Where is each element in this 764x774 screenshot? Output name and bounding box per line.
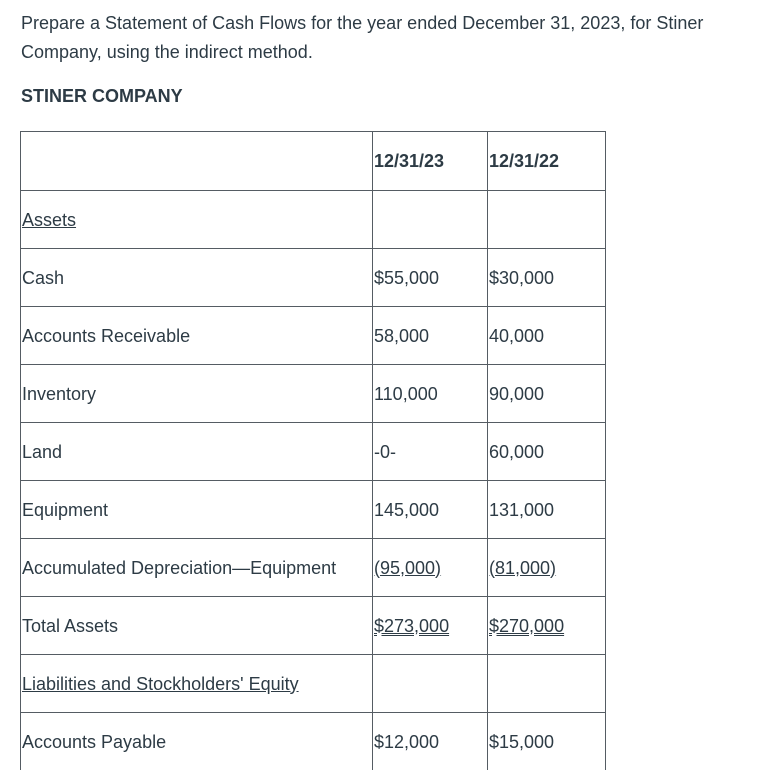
cell-2022	[488, 597, 606, 655]
cell-2023: $55,000	[373, 249, 488, 307]
company-name: STINER COMPANY	[21, 86, 183, 106]
table-row-accumulated-depreciation	[21, 539, 606, 597]
cell-2023	[373, 655, 488, 713]
cell-2022	[488, 191, 606, 249]
cell-2023: -0-	[373, 423, 488, 481]
table-row-accounts-receivable	[21, 307, 606, 365]
cell-2022	[488, 655, 606, 713]
row-label: Equipment	[21, 481, 373, 539]
section-heading-assets: Assets	[21, 191, 373, 249]
header-cell-label	[21, 132, 373, 191]
table-row-liabilities-heading	[21, 655, 606, 713]
table-row-assets-heading	[21, 191, 606, 249]
header-cell-2022: 12/31/22	[488, 132, 606, 191]
cell-2022: $30,000	[488, 249, 606, 307]
cell-2022: 40,000	[488, 307, 606, 365]
double-underlined-value: $273,000	[374, 615, 450, 636]
table-row-total-assets	[21, 597, 606, 655]
table-row-inventory	[21, 365, 606, 423]
double-underlined-value: $270,000	[489, 615, 565, 636]
cell-2022: 131,000	[488, 481, 606, 539]
table-header-row	[21, 132, 606, 191]
cell-2023: 145,000	[373, 481, 488, 539]
table-row-accounts-payable	[21, 713, 606, 771]
row-label: Cash	[21, 249, 373, 307]
underlined-value: (95,000)	[374, 557, 442, 578]
cell-2022: 90,000	[488, 365, 606, 423]
cell-2022: 60,000	[488, 423, 606, 481]
cell-2023: $12,000	[373, 713, 488, 771]
balance-sheet-table	[20, 131, 606, 770]
row-label: Accounts Payable	[21, 713, 373, 771]
instructions-text: Prepare a Statement of Cash Flows for the year ended December 31, 2023, for Stiner Company, using the indirect method.	[21, 13, 704, 62]
cell-2023	[373, 539, 488, 597]
table-row-land	[21, 423, 606, 481]
row-label: Total Assets	[21, 597, 373, 655]
row-label: Accounts Receivable	[21, 307, 373, 365]
header-cell-2023: 12/31/23	[373, 132, 488, 191]
table-row-equipment	[21, 481, 606, 539]
underlined-value: (81,000)	[489, 557, 557, 578]
cell-2023: 110,000	[373, 365, 488, 423]
row-label: Inventory	[21, 365, 373, 423]
cell-2022: $15,000	[488, 713, 606, 771]
cell-2022	[488, 539, 606, 597]
cell-2023	[373, 191, 488, 249]
row-label: Land	[21, 423, 373, 481]
cell-2023	[373, 597, 488, 655]
section-heading-liabilities: Liabilities and Stockholders' Equity	[21, 655, 373, 713]
cell-2023: 58,000	[373, 307, 488, 365]
row-label: Accumulated Depreciation—Equipment	[21, 539, 373, 597]
table-row-cash	[21, 249, 606, 307]
